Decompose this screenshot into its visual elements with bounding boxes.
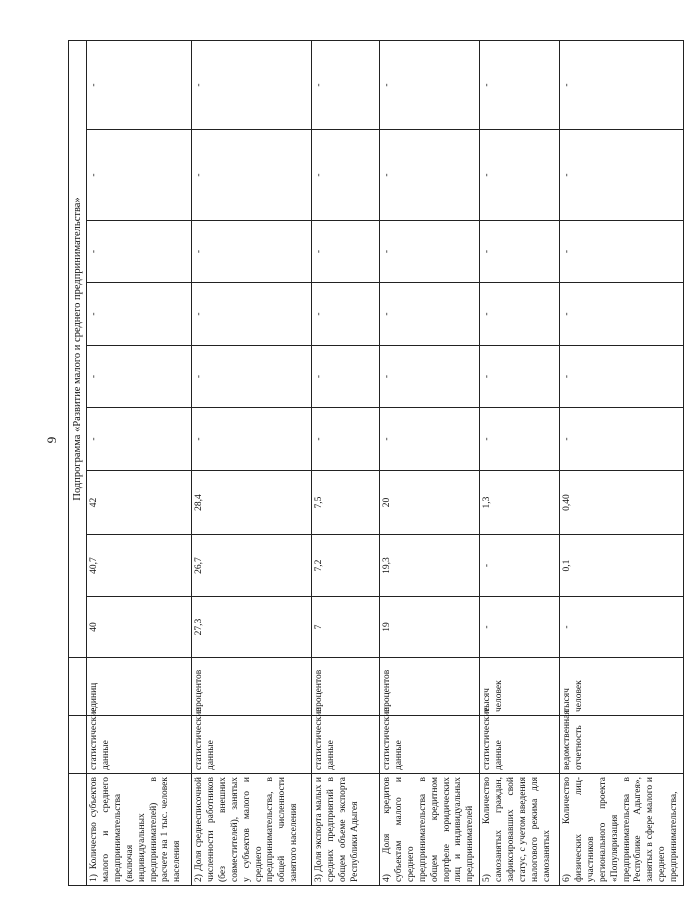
unit-cell: тысяч человек — [480, 658, 560, 716]
value-cell: 7,2 — [312, 535, 380, 597]
value-cell: - — [480, 535, 560, 597]
value-cell: 40 — [87, 597, 192, 658]
value-cell: 19,3 — [380, 535, 480, 597]
value-cell: 42 — [87, 471, 192, 535]
unit-cell: процентов — [380, 658, 480, 716]
value-cell: - — [480, 597, 560, 658]
value-cell: - — [87, 221, 192, 283]
value-cell: - — [480, 346, 560, 408]
indicator-cell: 1) Количество субъектов малого и среднего предпринимательства (включая индивидуальных предпринимателей) в расчете на 1 тыс. человек населения — [87, 774, 192, 886]
value-cell: - — [380, 40, 480, 129]
value-cell: - — [192, 40, 312, 129]
value-cell: - — [560, 283, 684, 346]
value-cell: 7 — [312, 597, 380, 658]
value-cell: - — [312, 40, 380, 129]
unit-cell: процентов — [312, 658, 380, 716]
value-cell: - — [87, 40, 192, 129]
value-cell: 0,1 — [560, 535, 684, 597]
value-cell: - — [560, 221, 684, 283]
indicator-cell: 4) Доля кредитов субъектам малого и среднего предпринимательства в общем кредитном портфеле юридических лиц и индивидуальных предпринимателей — [380, 774, 480, 886]
value-cell: 19 — [380, 597, 480, 658]
table-row — [480, 40, 560, 885]
indicator-cell: 2) Доля среднесписочной численности работников (без внешних совместителей), занятых у субъектов малого и среднего предпринимательства, в общей численности занятого населения — [192, 774, 312, 886]
value-cell: - — [380, 221, 480, 283]
source-cell: статистические данные — [312, 716, 380, 774]
table-row — [192, 40, 312, 885]
unit-cell: единиц — [87, 658, 192, 716]
value-cell: - — [312, 221, 380, 283]
value-cell: - — [380, 283, 480, 346]
indicator-cell: 6) Количество физических лиц-участников регионального проекта «Популяризация предпринимательства в Республике Адыгея», занятых в сфере малого и среднего предпринимательства, — [560, 774, 684, 886]
unit-cell: процентов — [192, 658, 312, 716]
value-cell: - — [480, 221, 560, 283]
value-cell: 26,7 — [192, 535, 312, 597]
indicator-cell: 3) Доля экспорта малых и средних предприятий в общем объеме экспорта Республики Адыгея — [312, 774, 380, 886]
value-cell: - — [192, 346, 312, 408]
value-cell: - — [560, 408, 684, 471]
table-row — [87, 40, 192, 885]
indicator-cell: 5) Количество самозанятых граждан, зафиксировавших свой статус, с учетом введения налогового режима для самозанятых — [480, 774, 560, 886]
value-cell: - — [560, 346, 684, 408]
value-cell: - — [192, 130, 312, 221]
value-cell: 7,5 — [312, 471, 380, 535]
value-cell: 40,7 — [87, 535, 192, 597]
value-cell: - — [480, 408, 560, 471]
source-cell: статистические данные — [480, 716, 560, 774]
value-cell: 1,3 — [480, 471, 560, 535]
source-cell: статистические данные — [380, 716, 480, 774]
value-cell: - — [560, 597, 684, 658]
value-cell: - — [380, 130, 480, 221]
value-cell: - — [87, 346, 192, 408]
value-cell: - — [312, 346, 380, 408]
value-cell: 28,4 — [192, 471, 312, 535]
value-cell: - — [480, 40, 560, 129]
value-cell: - — [480, 283, 560, 346]
unit-cell: тысяч человек — [560, 658, 684, 716]
value-cell: - — [87, 283, 192, 346]
value-cell: 27,3 — [192, 597, 312, 658]
table-row — [380, 40, 480, 885]
value-cell: - — [380, 346, 480, 408]
value-cell: - — [560, 40, 684, 129]
value-cell: - — [87, 130, 192, 221]
table-row — [312, 40, 380, 885]
value-cell: 0,40 — [560, 471, 684, 535]
source-cell: статистические данные — [87, 716, 192, 774]
table-row — [560, 40, 684, 885]
value-cell: - — [560, 130, 684, 221]
value-cell: - — [192, 408, 312, 471]
value-cell: - — [312, 130, 380, 221]
value-cell: - — [312, 408, 380, 471]
value-cell: - — [192, 221, 312, 283]
value-cell: - — [312, 283, 380, 346]
value-cell: - — [480, 130, 560, 221]
source-cell: ведомственная отчетность — [560, 716, 684, 774]
page-number: 9 — [44, 436, 59, 444]
value-cell: - — [380, 408, 480, 471]
value-cell: 20 — [380, 471, 480, 535]
subprogram-heading-row — [69, 40, 87, 885]
indicators-table — [68, 40, 684, 886]
value-cell: - — [87, 408, 192, 471]
rotated-table-container — [68, 41, 679, 886]
source-cell: статистические данные — [192, 716, 312, 774]
subprogram-title: Подпрограмма «Развитие малого и среднего предпринимательства» — [69, 40, 87, 657]
value-cell: - — [192, 283, 312, 346]
